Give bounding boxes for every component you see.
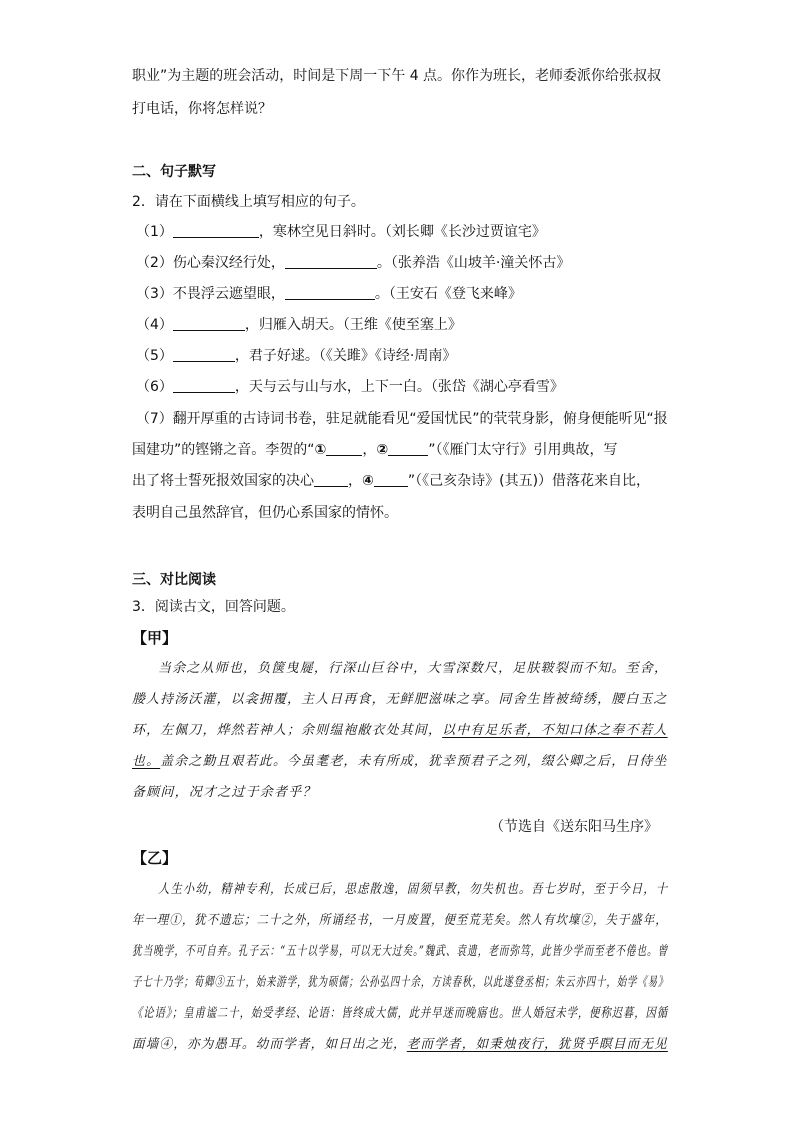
- item-7-blank-4[interactable]: [374, 472, 408, 487]
- yi-underlined-sentence: 老而学者，如秉烛夜行，犹贤乎瞑目而无见: [406, 1037, 668, 1052]
- item-6-blank[interactable]: [173, 378, 235, 393]
- yi-line1: 人生小幼，精神专利，长成已后，思虑散逸，固须早教，勿失机也。吾七岁时，至于今日，十: [158, 882, 669, 897]
- q1-tail-line1: 职业”为主题的班会活动，时间是下周一下午 4 点。你作为班长，老师委派你给张叔叔: [132, 68, 662, 84]
- jia-line5: 备顾问，况才之过于余者乎？: [132, 785, 317, 800]
- section3-heading: 三、对比阅读: [132, 572, 216, 588]
- jia-line4: [132, 752, 668, 772]
- item-7-line1: （7）翻开厚重的古诗词书卷，驻足就能看见“爱国忧民”的茕茕身影，俯身便能听见“报: [136, 411, 668, 427]
- item-3-blank[interactable]: [285, 285, 375, 300]
- item-3-num: （3）: [136, 286, 173, 302]
- item-5: [136, 346, 456, 366]
- section2-question: 2．请在下面横线上填写相应的句子。: [132, 194, 365, 210]
- jia-underlined-sentence: 以中有足乐者，不知口体之奉不若人: [442, 723, 668, 738]
- item-1-blank[interactable]: [173, 223, 259, 238]
- jia-underlined-end: 也。: [132, 754, 161, 769]
- item-7-line4: 表明自己虽然辞官，但仍心系国家的情怀。: [132, 505, 398, 521]
- yi-line6-text: 面墙④，亦为愚耳。幼而学者，如日出之光，: [132, 1037, 407, 1052]
- item-2-blank[interactable]: [285, 254, 377, 269]
- item-7-blank-3[interactable]: [314, 472, 348, 487]
- item-4-blank[interactable]: [173, 316, 245, 331]
- item-6: [136, 377, 564, 397]
- item-6-text: ，天与云与山与水，上下一白。（张岱《湖心亭看雪》: [234, 379, 564, 395]
- blank-marker-4: ④: [362, 473, 374, 489]
- jia-label: 【甲】: [132, 629, 178, 647]
- yi-line6: [132, 1035, 668, 1055]
- item-4: [136, 315, 462, 335]
- jia-source: （节选自《送东阳马生序》: [490, 819, 658, 835]
- item-6-num: （6）: [136, 379, 173, 395]
- blank-marker-1: ①: [314, 442, 327, 458]
- yi-line5: 《论语》；皇甫谧二十，始受孝经、论语：皆终成大儒，此并早迷而晚寤也。世人婚冠未学，便称迟暮，因循: [132, 1006, 669, 1021]
- item-7-blank-2[interactable]: [388, 441, 428, 456]
- item-1: [136, 222, 546, 242]
- item-5-blank[interactable]: [173, 347, 235, 362]
- item-1-num: （1）: [136, 224, 173, 240]
- item-7-line3: [132, 471, 650, 491]
- item-1-text: ，寒林空见日斜时。（刘长卿《长沙过贾谊宅》: [258, 224, 546, 240]
- item-7-line3-text: 出了将士誓死报效国家的决心: [132, 473, 314, 489]
- item-5-num: （5）: [136, 348, 173, 364]
- jia-line2: 媵人持汤沃灌，以衾拥覆，主人日再食，无鲜肥滋味之享。同舍生皆被绮绣，腰白玉之: [132, 692, 668, 707]
- section3-question: 3．阅读古文，回答问题。: [132, 599, 295, 615]
- item-2-num: （2）: [136, 255, 173, 271]
- item-3: [136, 284, 522, 304]
- jia-line1: 当余之从师也，负箧曳屣，行深山巨谷中，大雪深数尺，足肤皲裂而不知。至舍，: [158, 661, 669, 676]
- yi-line3: 犹当晚学，不可自弃。孔子云：“五十以学易，可以无大过矣。”魏武、袁遗，老而弥笃，此皆少学而至老不倦也。曾: [132, 944, 669, 959]
- jia-line3: [132, 721, 668, 741]
- item-7-blank-1[interactable]: [326, 441, 362, 456]
- section2-heading: 二、句子默写: [132, 164, 216, 180]
- q1-tail-line2: 打电话，你将怎样说？: [132, 101, 272, 117]
- jia-line4-text: 盖余之勤且艰若此。今虽耄老，未有所成，犹幸预君子之列，缀公卿之后，日侍坐: [160, 754, 668, 769]
- yi-line4: 子七十乃学；荀卿③五十，始来游学，犹为硕儒；公孙弘四十余，方读春秋，以此遂登丞相；朱云亦四十，始学《易》: [132, 975, 669, 990]
- item-7-line3-tail: ”（《己亥杂诗》(其五)）借落花来自比，: [407, 473, 651, 489]
- item-5-text: ，君子好逑。（《关雎》《诗经·周南》: [234, 348, 457, 364]
- item-4-num: （4）: [136, 317, 173, 333]
- item-2: [136, 253, 570, 273]
- jia-line3-text: 环，左佩刀，烨然若神人；余则缊袍敝衣处其间，: [132, 723, 443, 738]
- item-3-before: 不畏浮云遮望眼，: [172, 286, 285, 302]
- item-7-line2-tail: ”（《雁门太守行》引用典故，写: [428, 442, 618, 458]
- item-2-text: 。（张养浩《山坡羊·潼关怀古》: [376, 255, 571, 271]
- blank-marker-2: ②: [376, 442, 389, 458]
- yi-line2: 年一理①，犹不遗忘；二十之外，所诵经书，一月废置，便至荒芜矣。然人有坎壈②，失于盛年，: [132, 913, 668, 928]
- item-2-before: 伤心秦汉经行处，: [172, 255, 285, 271]
- item-3-text: 。（王安石《登飞来峰》: [374, 286, 522, 302]
- item-7-line2-text: 国建功”的铿锵之音。李贺的“: [132, 442, 315, 458]
- item-7-sep1: ，: [362, 442, 377, 458]
- yi-label: 【乙】: [132, 849, 178, 867]
- item-7-line2: [132, 440, 618, 460]
- item-4-text: ，归雁入胡天。（王维《使至塞上》: [244, 317, 462, 333]
- item-7-sep2: ，: [348, 473, 362, 489]
